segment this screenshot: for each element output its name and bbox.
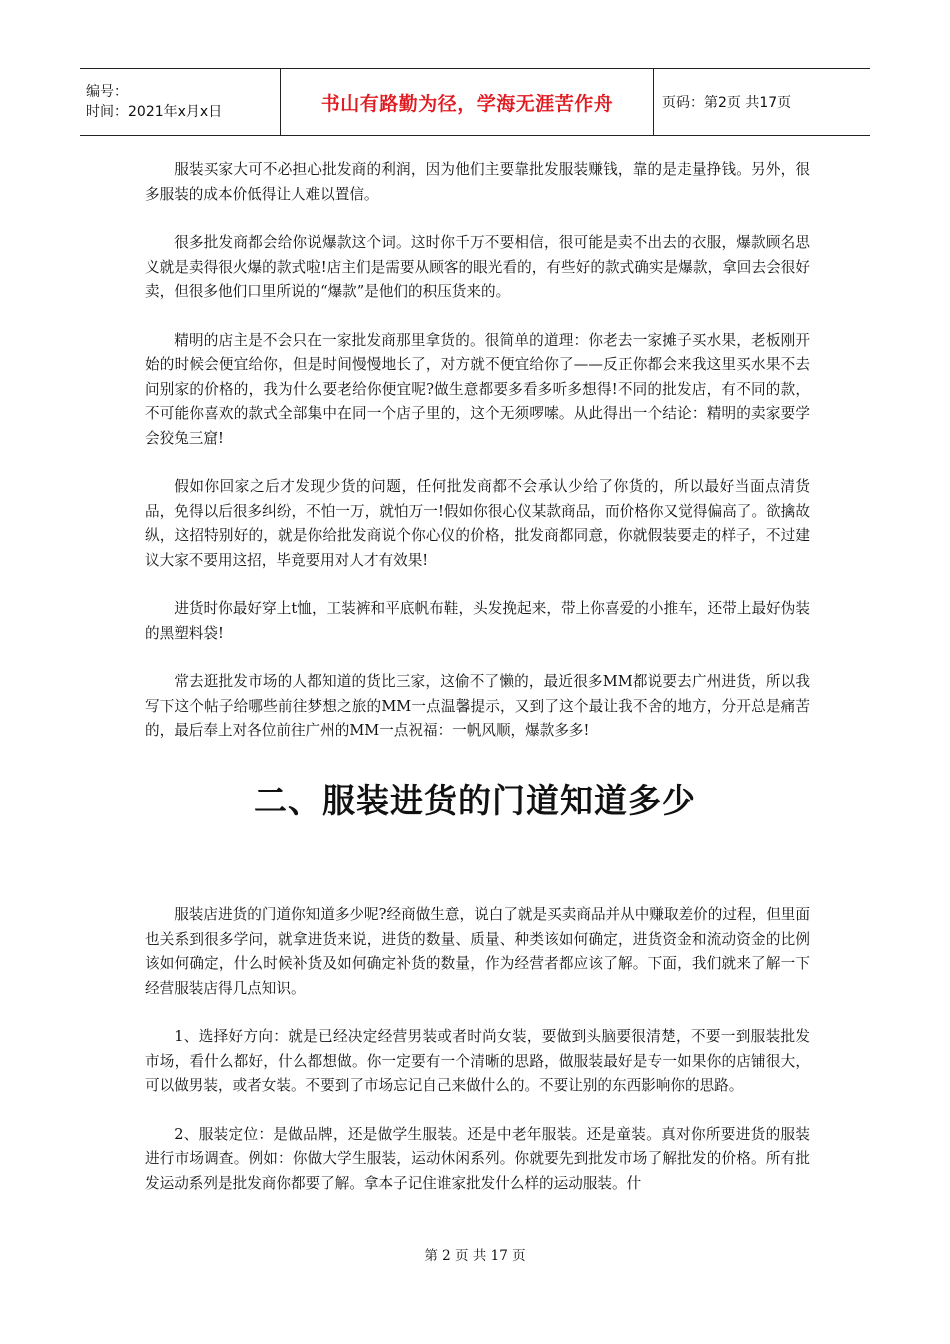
document-number: 编号： xyxy=(86,84,128,100)
document-date: 时间：2021年x月x日 xyxy=(86,104,223,120)
paragraph: 进货时你最好穿上t恤，工装裤和平底帆布鞋，头发挽起来，带上你喜爱的小推车，还带上最好伪装的黑塑料袋! xyxy=(145,600,810,642)
paragraph: 服装买家大可不必担心批发商的利润，因为他们主要靠批发服装赚钱，靠的是走量挣钱。另外，很多服装的成本价低得让人难以置信。 xyxy=(145,161,810,203)
page-header xyxy=(80,68,870,136)
section-title: 二、服装进货的门道知道多少 xyxy=(254,781,696,820)
page-footer: 第 2 页 共 17 页 xyxy=(424,1248,526,1264)
paragraph: 常去逛批发市场的人都知道的货比三家，这偷不了懒的，最近很多MM都说要去广州进货，所以我写下这个帖子给哪些前往梦想之旅的MM一点温馨提示，又到了这个最让我不舍的地方，分开总是痛苦的，最后奉上对各位前往广州的MM一点祝福：一帆风顺，爆款多多! xyxy=(145,673,810,739)
header-motto-cell xyxy=(281,69,654,135)
header-page-info: 页码：第2页 共17页 xyxy=(662,95,792,111)
section-2-body xyxy=(145,903,810,1196)
section-1-body xyxy=(145,158,810,744)
paragraph: 1、选择好方向：就是已经决定经营男装或者时尚女装，要做到头脑要很清楚，不要一到服装批发市场，看什么都好，什么都想做。你一定要有一个清晰的思路，做服装最好是专一如果你的店铺很大，可以做男装，或者女装。不要到了市场忘记自己来做什么的。不要让别的东西影响你的思路。 xyxy=(145,1028,810,1094)
paragraph: 2、服装定位：是做品牌，还是做学生服装。还是中老年服装。还是童装。真对你所要进货的服装进行市场调查。例如：你做大学生服装，运动休闲系列。你就要先到批发市场了解批发的价格。所有批发运动系列是批发商你都要了解。拿本子记住谁家批发什么样的运动服装。什 xyxy=(145,1125,810,1192)
paragraph: 精明的店主是不会只在一家批发商那里拿货的。很简单的道理：你老去一家摊子买水果，老板刚开始的时候会便宜给你，但是时间慢慢地长了，对方就不便宜给你了——反正你都会来我这里买水果不去问别家的价格的，我为什么要老给你便宜呢?做生意都要多看多听多想得!不同的批发店，有不同的款，不可能你喜欢的款式全部集中在同一个店子里的，这个无须啰嗦。从此得出一个结论：精明的卖家要学会狡兔三窟! xyxy=(145,331,810,447)
header-meta xyxy=(80,69,281,135)
paragraph: 很多批发商都会给你说爆款这个词。这时你千万不要相信，很可能是卖不出去的衣服，爆款顾名思义就是卖得很火爆的款式啦!店主们是需要从顾客的眼光看的，有些好的款式确实是爆款，拿回去会很好卖，但很多他们口里所说的“爆款”是他们的积压货来的。 xyxy=(145,234,810,300)
paragraph: 假如你回家之后才发现少货的问题，任何批发商都不会承认少给了你货的，所以最好当面点清货品，免得以后很多纠纷，不怕一万，就怕万一!假如你很心仪某款商品，而价格你又觉得偏高了。欲擒故纵，这招特别好的，就是你给批发商说个你心仪的价格，批发商都同意，你就假装要走的样子，不过建议大家不要用这招，毕竟要用对人才有效果! xyxy=(145,478,810,569)
paragraph: 服装店进货的门道你知道多少呢?经商做生意，说白了就是买卖商品并从中赚取差价的过程，但里面也关系到很多学问，就拿进货来说，进货的数量、质量、种类该如何确定，进货资金和流动资金的比例该如何确定，什么时候补货及如何确定补货的数量，作为经营者都应该了解。下面，我们就来了解一下经营服装店得几点知识。 xyxy=(145,906,810,997)
header-motto: 书山有路勤为径，学海无涯苦作舟 xyxy=(320,92,614,115)
